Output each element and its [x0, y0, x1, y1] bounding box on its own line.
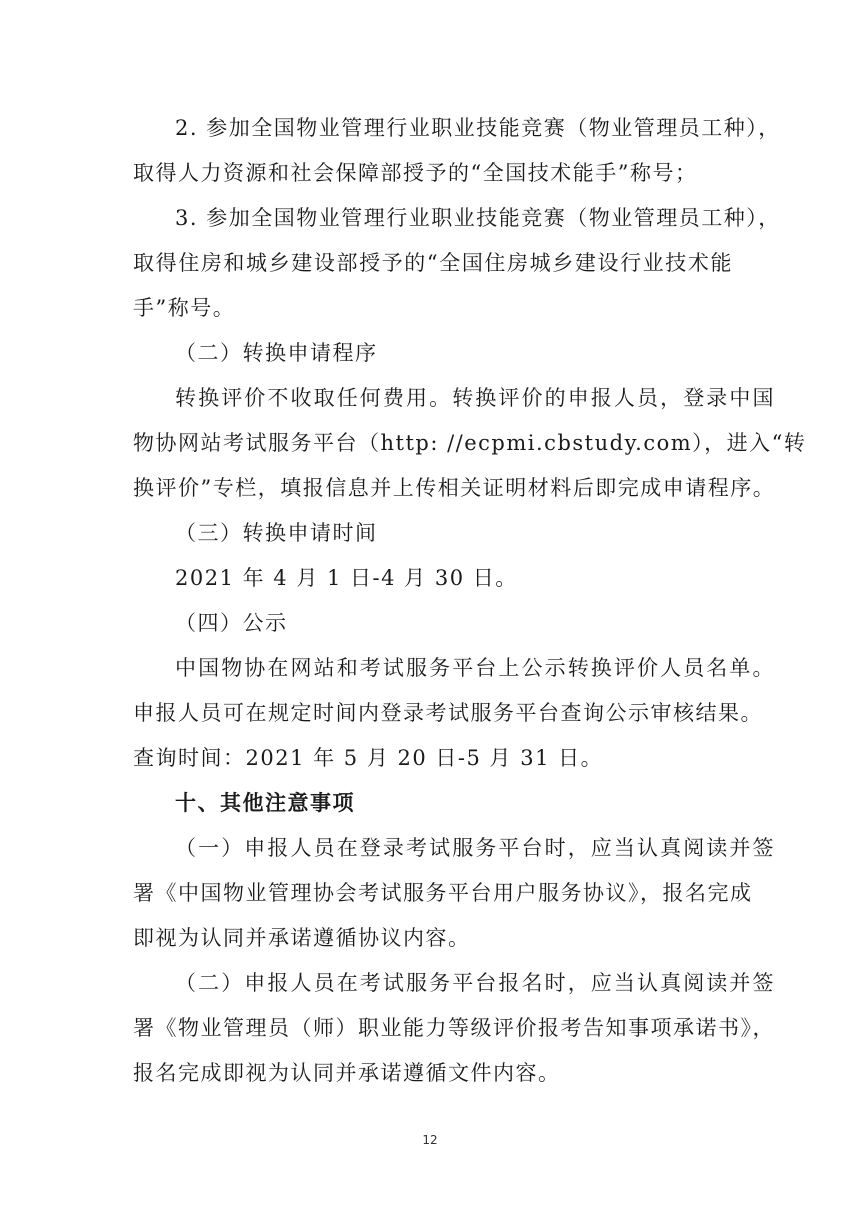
publicity-line-2: 申报人员可在规定时间内登录考试服务平台查询公示审核结果。: [133, 701, 763, 725]
section-heading-other-notes: 十、其他注意事项: [175, 790, 355, 815]
note-2-line-3: 报名完成即视为认同并承诺遵循文件内容。: [133, 1061, 561, 1085]
application-time-text: 2021 年 4 月 1 日-4 月 30 日。: [175, 566, 518, 590]
procedure-line-1: 转换评价不收取任何费用。转换评价的申报人员，登录中国: [175, 386, 775, 410]
item-2-line-1: 2. 参加全国物业管理行业职业技能竞赛（物业管理员工种），: [175, 116, 781, 140]
note-1-line-2: 署《中国物业管理协会考试服务平台用户服务协议》，报名完成: [133, 881, 753, 905]
publicity-line-1: 中国物协在网站和考试服务平台上公示转换评价人员名单。: [175, 656, 775, 680]
section-heading-application-procedure: （二）转换申请程序: [175, 341, 378, 365]
section-heading-application-time: （三）转换申请时间: [175, 521, 378, 545]
section-heading-publicity: （四）公示: [175, 611, 288, 635]
item-3-line-2: 取得住房和城乡建设部授予的“全国住房城乡建设行业技术能: [133, 251, 733, 275]
note-1-line-3: 即视为认同并承诺遵循协议内容。: [133, 926, 471, 950]
item-3-line-1: 3. 参加全国物业管理行业职业技能竞赛（物业管理员工种），: [175, 206, 781, 230]
note-1-line-1: （一）申报人员在登录考试服务平台时，应当认真阅读并签: [175, 836, 775, 860]
note-2-line-1: （二）申报人员在考试服务平台报名时，应当认真阅读并签: [175, 971, 775, 995]
publicity-line-3: 查询时间：2021 年 5 月 20 日-5 月 31 日。: [133, 746, 604, 770]
procedure-line-2: 物协网站考试服务平台（http: //ecpmi.cbstudy.com），进入“转: [133, 431, 807, 455]
procedure-line-3: 换评价”专栏，填报信息并上传相关证明材料后即完成申请程序。: [133, 476, 776, 500]
item-3-line-3: 手”称号。: [133, 296, 236, 320]
item-2-line-2: 取得人力资源和社会保障部授予的“全国技术能手”称号；: [133, 161, 698, 185]
note-2-line-2: 署《物业管理员（师）职业能力等级评价报考告知事项承诺书》，: [133, 1016, 775, 1040]
page-number: 12: [422, 1133, 438, 1147]
